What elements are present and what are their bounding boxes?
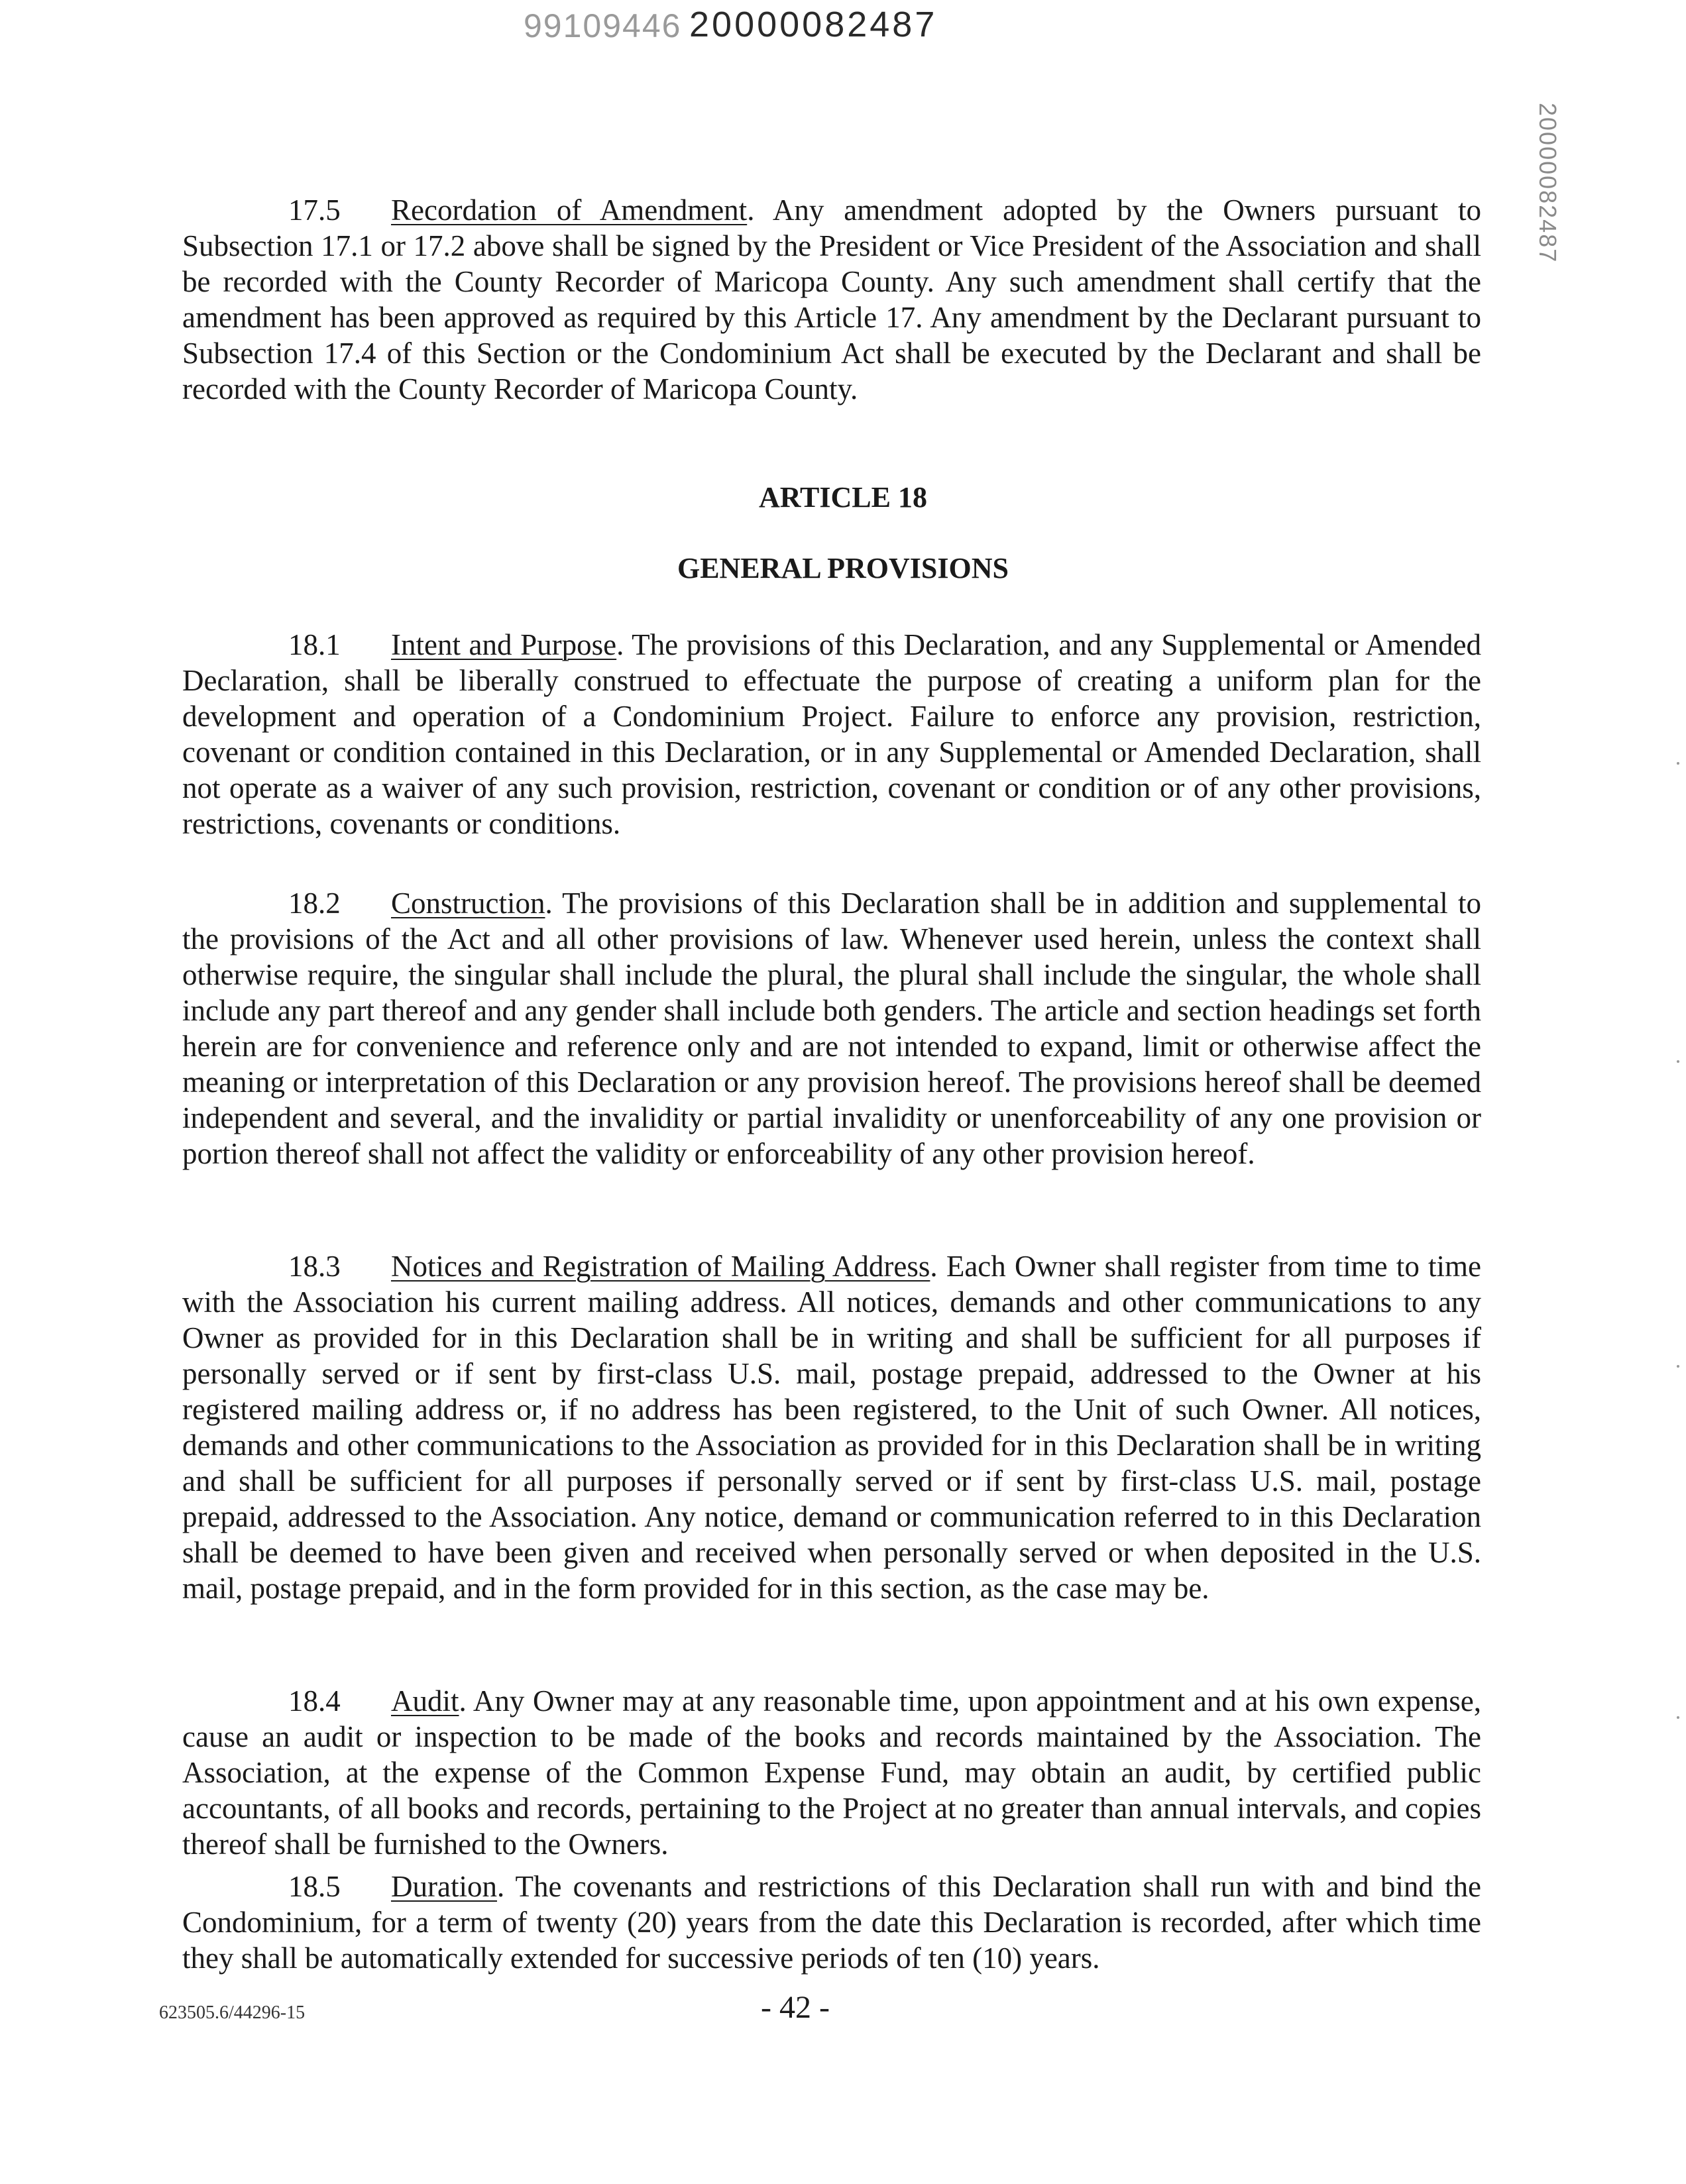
scan-speck <box>1677 1060 1679 1063</box>
document-number: 20000082487 <box>689 5 938 44</box>
scan-speck <box>1677 1365 1679 1368</box>
section-title: Audit <box>391 1684 459 1718</box>
article-label: ARTICLE 18 <box>759 481 927 514</box>
section-body: . Any amendment adopted by the Owners pursuant to Subsection 17.1 or 17.2 above shall be signed by the President or Vice President of the Association and shall be recorded with the County Recorder of Maricopa County. Any such amendment shall certify that the amendment has been approved as required by this Article 17. Any amendment by the Declarant pursuant to Subsection 17.4 of this Section or the Condominium Act shall be executed by the Declarant and shall be recorded with the County Recorder of Maricopa County. <box>182 193 1481 406</box>
scan-speck <box>1677 1716 1679 1719</box>
article-title: GENERAL PROVISIONS <box>677 552 1009 584</box>
section-title: Intent and Purpose <box>391 628 617 661</box>
section-18-1 <box>182 627 1481 842</box>
section-17-5 <box>182 192 1481 407</box>
section-body: . The covenants and restrictions of this Declaration shall run with and bind the Condominium, for a term of twenty (20) years from the date this Declaration is recorded, after which time they shall be automatically extended for successive periods of ten (10) years. <box>182 1870 1481 1975</box>
section-body: . The provisions of this Declaration shall be in addition and supplemental to the provisions of the Act and all other provisions of law. Whenever used herein, unless the context shall otherwise require, the singular shall include the plural, the plural shall include the singular, the whole shall include any part thereof and any gender shall include both genders. The article and section headings set forth herein are for convenience and reference only and are not intended to expand, limit or otherwise affect the meaning or interpretation of this Declaration or any provision hereof. The provisions hereof shall be deemed independent and several, and the invalidity or partial invalidity or unenforceability of any one provision or portion thereof shall not affect the validity or enforceability of any other provision hereof. <box>182 887 1481 1170</box>
section-number: 17.5 <box>288 193 341 227</box>
section-title: Notices and Registration of Mailing Address <box>391 1250 930 1283</box>
section-body: . Each Owner shall register from time to time with the Association his current mailing address. All notices, demands and other communications to any Owner as provided for in this Declaration shall be in writing and shall be sufficient for all purposes if personally served or if sent by first-class U.S. mail, postage prepaid, addressed to the Owner at his registered mailing address or, if no address has been registered, to the Unit of such Owner. All notices, demands and other communications to the Association as provided for in this Declaration shall be in writing and shall be sufficient for all purposes if personally served or if sent by first-class U.S. mail, postage prepaid, addressed to the Association. Any notice, demand or communication referred to in this Declaration shall be deemed to have been given and received when personally served or when deposited in the U.S. mail, postage prepaid, and in the form provided for in this section, as the case may be. <box>182 1250 1481 1605</box>
faint-header-stamp: 99109446 <box>524 7 682 44</box>
section-title: Construction <box>391 887 545 920</box>
section-18-5 <box>182 1869 1481 1976</box>
section-body: . Any Owner may at any reasonable time, upon appointment and at his own expense, cause an audit or inspection to be made of the books and records maintained by the Association. The Association, at the expense of the Common Expense Fund, may obtain an audit, by certified public accountants, of all books and records, pertaining to the Project at no greater than annual intervals, and copies thereof shall be furnished to the Owners. <box>182 1684 1481 1861</box>
section-number: 18.4 <box>288 1684 341 1718</box>
section-number: 18.1 <box>288 628 341 661</box>
section-18-4 <box>182 1683 1481 1862</box>
scan-speck <box>1677 762 1679 765</box>
section-title: Recordation of Amendment <box>391 193 748 227</box>
section-number: 18.2 <box>288 887 341 920</box>
section-18-2 <box>182 885 1481 1172</box>
footer-doc-code: 623505.6/44296-15 <box>159 2002 306 2023</box>
section-number: 18.3 <box>288 1250 341 1283</box>
page-number: - 42 - <box>761 1990 830 2025</box>
section-title: Duration <box>391 1870 497 1903</box>
section-18-3 <box>182 1248 1481 1606</box>
section-body: . The provisions of this Declaration, and any Supplemental or Amended Declaration, shall be liberally construed to effectuate the purpose of creating a uniform plan for the development and operation of a Condominium Project. Failure to enforce any provision, restriction, covenant or condition contained in this Declaration, or in any Supplemental or Amended Declaration, shall not operate as a waiver of any such provision, restriction, covenant or condition or of any other provisions, restrictions, covenants or conditions. <box>182 628 1482 840</box>
section-number: 18.5 <box>288 1870 341 1903</box>
side-stamp: 20000082487 <box>1534 103 1561 264</box>
